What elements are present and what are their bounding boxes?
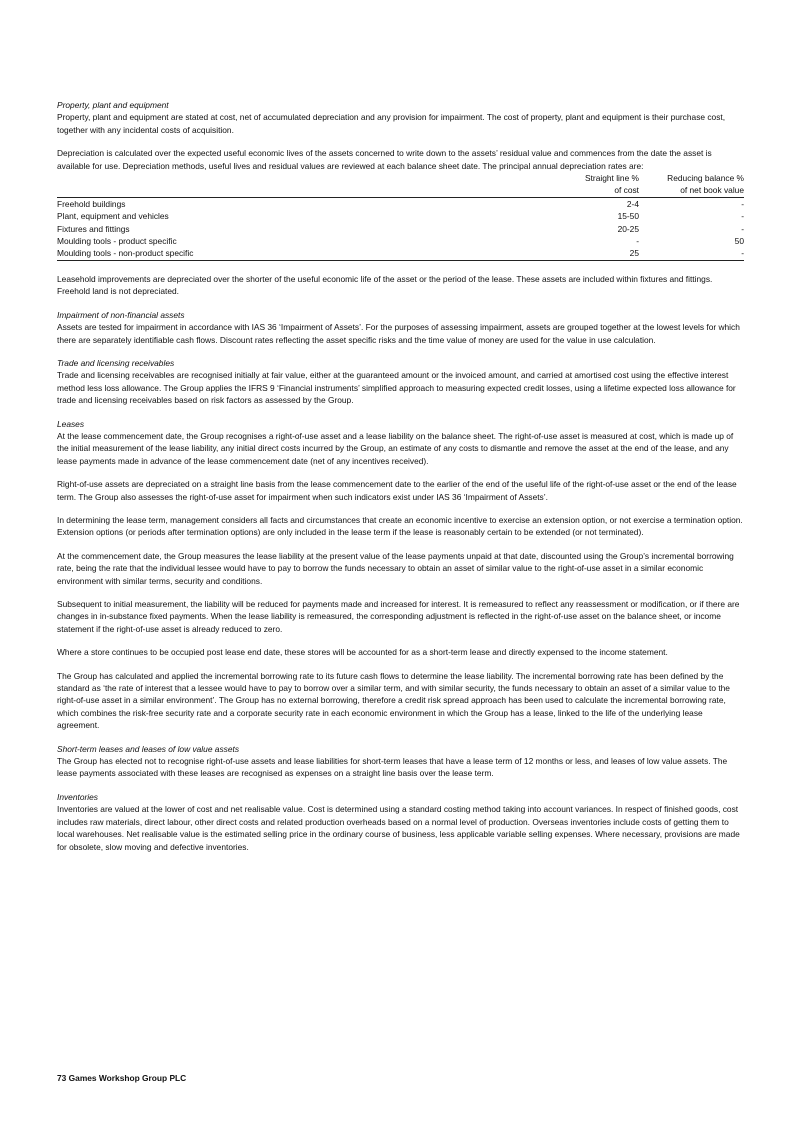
table-header-label: [57, 172, 544, 184]
section-heading: Inventories: [57, 791, 98, 802]
straight-line-value: 25: [544, 247, 639, 260]
paragraph: Trade and licensing receivables are recognised initially at fair value, either at the guaranteed amount or the invoiced amount, and carried at amortised cost using the effective interest method less loss allowance. The Group applies the IFRS 9 ‘Financial instruments’ simplified approach to measuring expected credit losses, using a lifetime expected loss allowance for trade and licensing receivables based on risk factors as assessed by the Group.: [57, 370, 736, 406]
reducing-balance-value: -: [741, 211, 744, 222]
section-leases: [57, 418, 744, 468]
table-header-row: [57, 184, 744, 197]
paragraph: At the commencement date, the Group measures the lease liability at the present value of the lease payments unpaid at that date, discounted using the Group’s incremental borrowing rate, being the rate that the individual lessee would have to pay to borrow the funds necessary to obtain an asset of similar value to the right-of-use asset in a similar economic environment with similar terms, security and conditions.: [57, 550, 734, 586]
paragraph: Depreciation is calculated over the expected useful economic lives of the assets concerned to write down to the assets’ residual value and commences from the date the asset is available for use. Depreciation methods, useful lives and residual values are reviewed at each balance sheet date. The principal annual depreciation rates are:: [57, 148, 712, 171]
section-heading: Property, plant and equipment: [57, 100, 169, 110]
row-label: Moulding tools - product specific: [57, 236, 177, 247]
paragraph: Subsequent to initial measurement, the liability will be reduced for payments made and increased for interest. It is remeasured to reflect any reassessment or modification, or if there are changes in in-substance fixed payments. When the lease liability is remeasured, the corresponding adjustment is reflected in the right-of-use asset on the balance sheet, or income statement if the right-of-use asset is already reduced to zero.: [57, 599, 740, 634]
section-heading: Leases: [57, 418, 85, 429]
paragraph: In determining the lease term, management considers all facts and circumstances that create an economic incentive to exercise an extension option, or not exercise a termination option. Extension options (or periods after termination options) are only included in the lease term if the lease is reasonably certain to be extended (or not terminated).: [57, 514, 743, 538]
paragraph: Inventories are valued at the lower of cost and net realisable value. Cost is determined using a standard costing method taking into account variances. In respect of finished goods, cost includes raw materials, direct labour, other direct costs and related production overheads based on a normal level of production. Overseas inventories include costs of getting them to local warehouses. Net realisable value is the estimated selling price in the ordinary course of business, less applicable variable selling expenses. Where necessary, provisions are made for obsolete, slow moving and defective inventories.: [57, 804, 740, 852]
section-receivables: [57, 357, 744, 407]
table-header-label: [57, 184, 544, 197]
depreciation-rates-table: [57, 172, 744, 261]
paragraph: Property, plant and equipment are stated at cost, net of accumulated depreciation and any provision for impairment. The cost of property, plant and equipment is their purchase cost, together with any incidental costs of acquisition.: [57, 112, 726, 135]
paragraph: The Group has elected not to recognise right-of-use assets and lease liabilities for short-term leases that have a lease term of 12 months or less, and leases of low value assets. The lease payments associated with these leases are recognised as expenses on a straight line basis over the lease term.: [57, 756, 728, 779]
row-label: Freehold buildings: [57, 198, 126, 209]
paragraph: The Group has calculated and applied the incremental borrowing rate to its future cash flows to determine the lease liability. The incremental borrowing rate has been defined by the standard as ‘the rate of interest that a lessee would have to pay to borrow over a similar term, and with similar security, the funds necessary to obtain an asset of a similar value to the right-of-use asset in a similar environment’. The Group has no external borrowing, therefore a credit risk spread approach has been used to calculate the incremental borrowing rate, which combines the risk-free security rate and a corporate security rate in each economic environment in which the Group has a lease, linked to the life of the underlying lease agreement.: [57, 670, 730, 731]
section-ppe: [57, 99, 744, 136]
table-row: [57, 210, 744, 222]
table-row: [57, 223, 744, 235]
table-row: [57, 235, 744, 247]
straight-line-value: 15-50: [617, 211, 639, 222]
straight-line-value: -: [636, 236, 639, 247]
table-header-reducing-balance: of net book value: [639, 184, 744, 197]
paragraph: Leasehold improvements are depreciated over the shorter of the useful economic life of the asset or the period of the lease. These assets are included within fixtures and fittings. Freehold land is not depreciated.: [57, 273, 713, 297]
straight-line-value: 2-4: [626, 198, 639, 209]
paragraph: Where a store continues to be occupied post lease end date, these stores will be accounted for as a short-term lease and directly expensed to the income statement.: [57, 647, 668, 658]
section-short-term-leases: [57, 743, 744, 780]
straight-line-value: 20-25: [617, 223, 639, 234]
row-label: Fixtures and fittings: [57, 223, 130, 234]
section-heading: Trade and licensing receivables: [57, 357, 175, 368]
paragraph: Right-of-use assets are depreciated on a straight line basis from the lease commencement date to the earlier of the end of the useful life of the right-of-use asset or the end of the lease term. The Group also assesses the right-of-use asset for impairment when such indicators exist under IAS 36 ‘Impairment of Assets’.: [57, 479, 737, 502]
table-header-row: [57, 172, 744, 184]
row-label: Moulding tools - non-product specific: [57, 247, 544, 260]
table-row: [57, 197, 744, 210]
paragraph: At the lease commencement date, the Group recognises a right-of-use asset and a lease liability on the balance sheet. The right-of-use asset is measured at cost, which is made up of the initial measurement of the lease liability, any initial direct costs incurred by the Group, an estimate of any costs to dismantle and remove the asset at the end of the lease, and any lease payments made in advance of the lease commencement date (net of any incentives received).: [57, 430, 734, 466]
section-heading: Short-term leases and leases of low value assets: [57, 743, 240, 754]
row-label: Plant, equipment and vehicles: [57, 211, 169, 222]
section-heading: Impairment of non-financial assets: [57, 309, 185, 320]
document-body: [57, 99, 744, 864]
reducing-balance-value: 50: [734, 236, 744, 247]
table-header-straight-line: of cost: [544, 184, 639, 197]
table-header-reducing-balance: Reducing balance %: [667, 173, 744, 184]
table-header-straight-line: Straight line %: [585, 173, 639, 184]
page-footer: 73 Games Workshop Group PLC: [57, 1073, 187, 1083]
reducing-balance-value: -: [741, 198, 744, 209]
table-row: [57, 247, 744, 260]
reducing-balance-value: -: [741, 223, 744, 234]
reducing-balance-value: -: [639, 247, 744, 260]
section-inventories: [57, 791, 744, 853]
paragraph: Assets are tested for impairment in accordance with IAS 36 ‘Impairment of Assets’. For the purposes of assessing impairment, assets are grouped together at the lowest levels for which there are separately identifiable cash flows. Discount rates reflecting the asset specific risks and the time value of money are used for the value in use calculation.: [57, 322, 740, 345]
section-impairment: [57, 309, 744, 346]
